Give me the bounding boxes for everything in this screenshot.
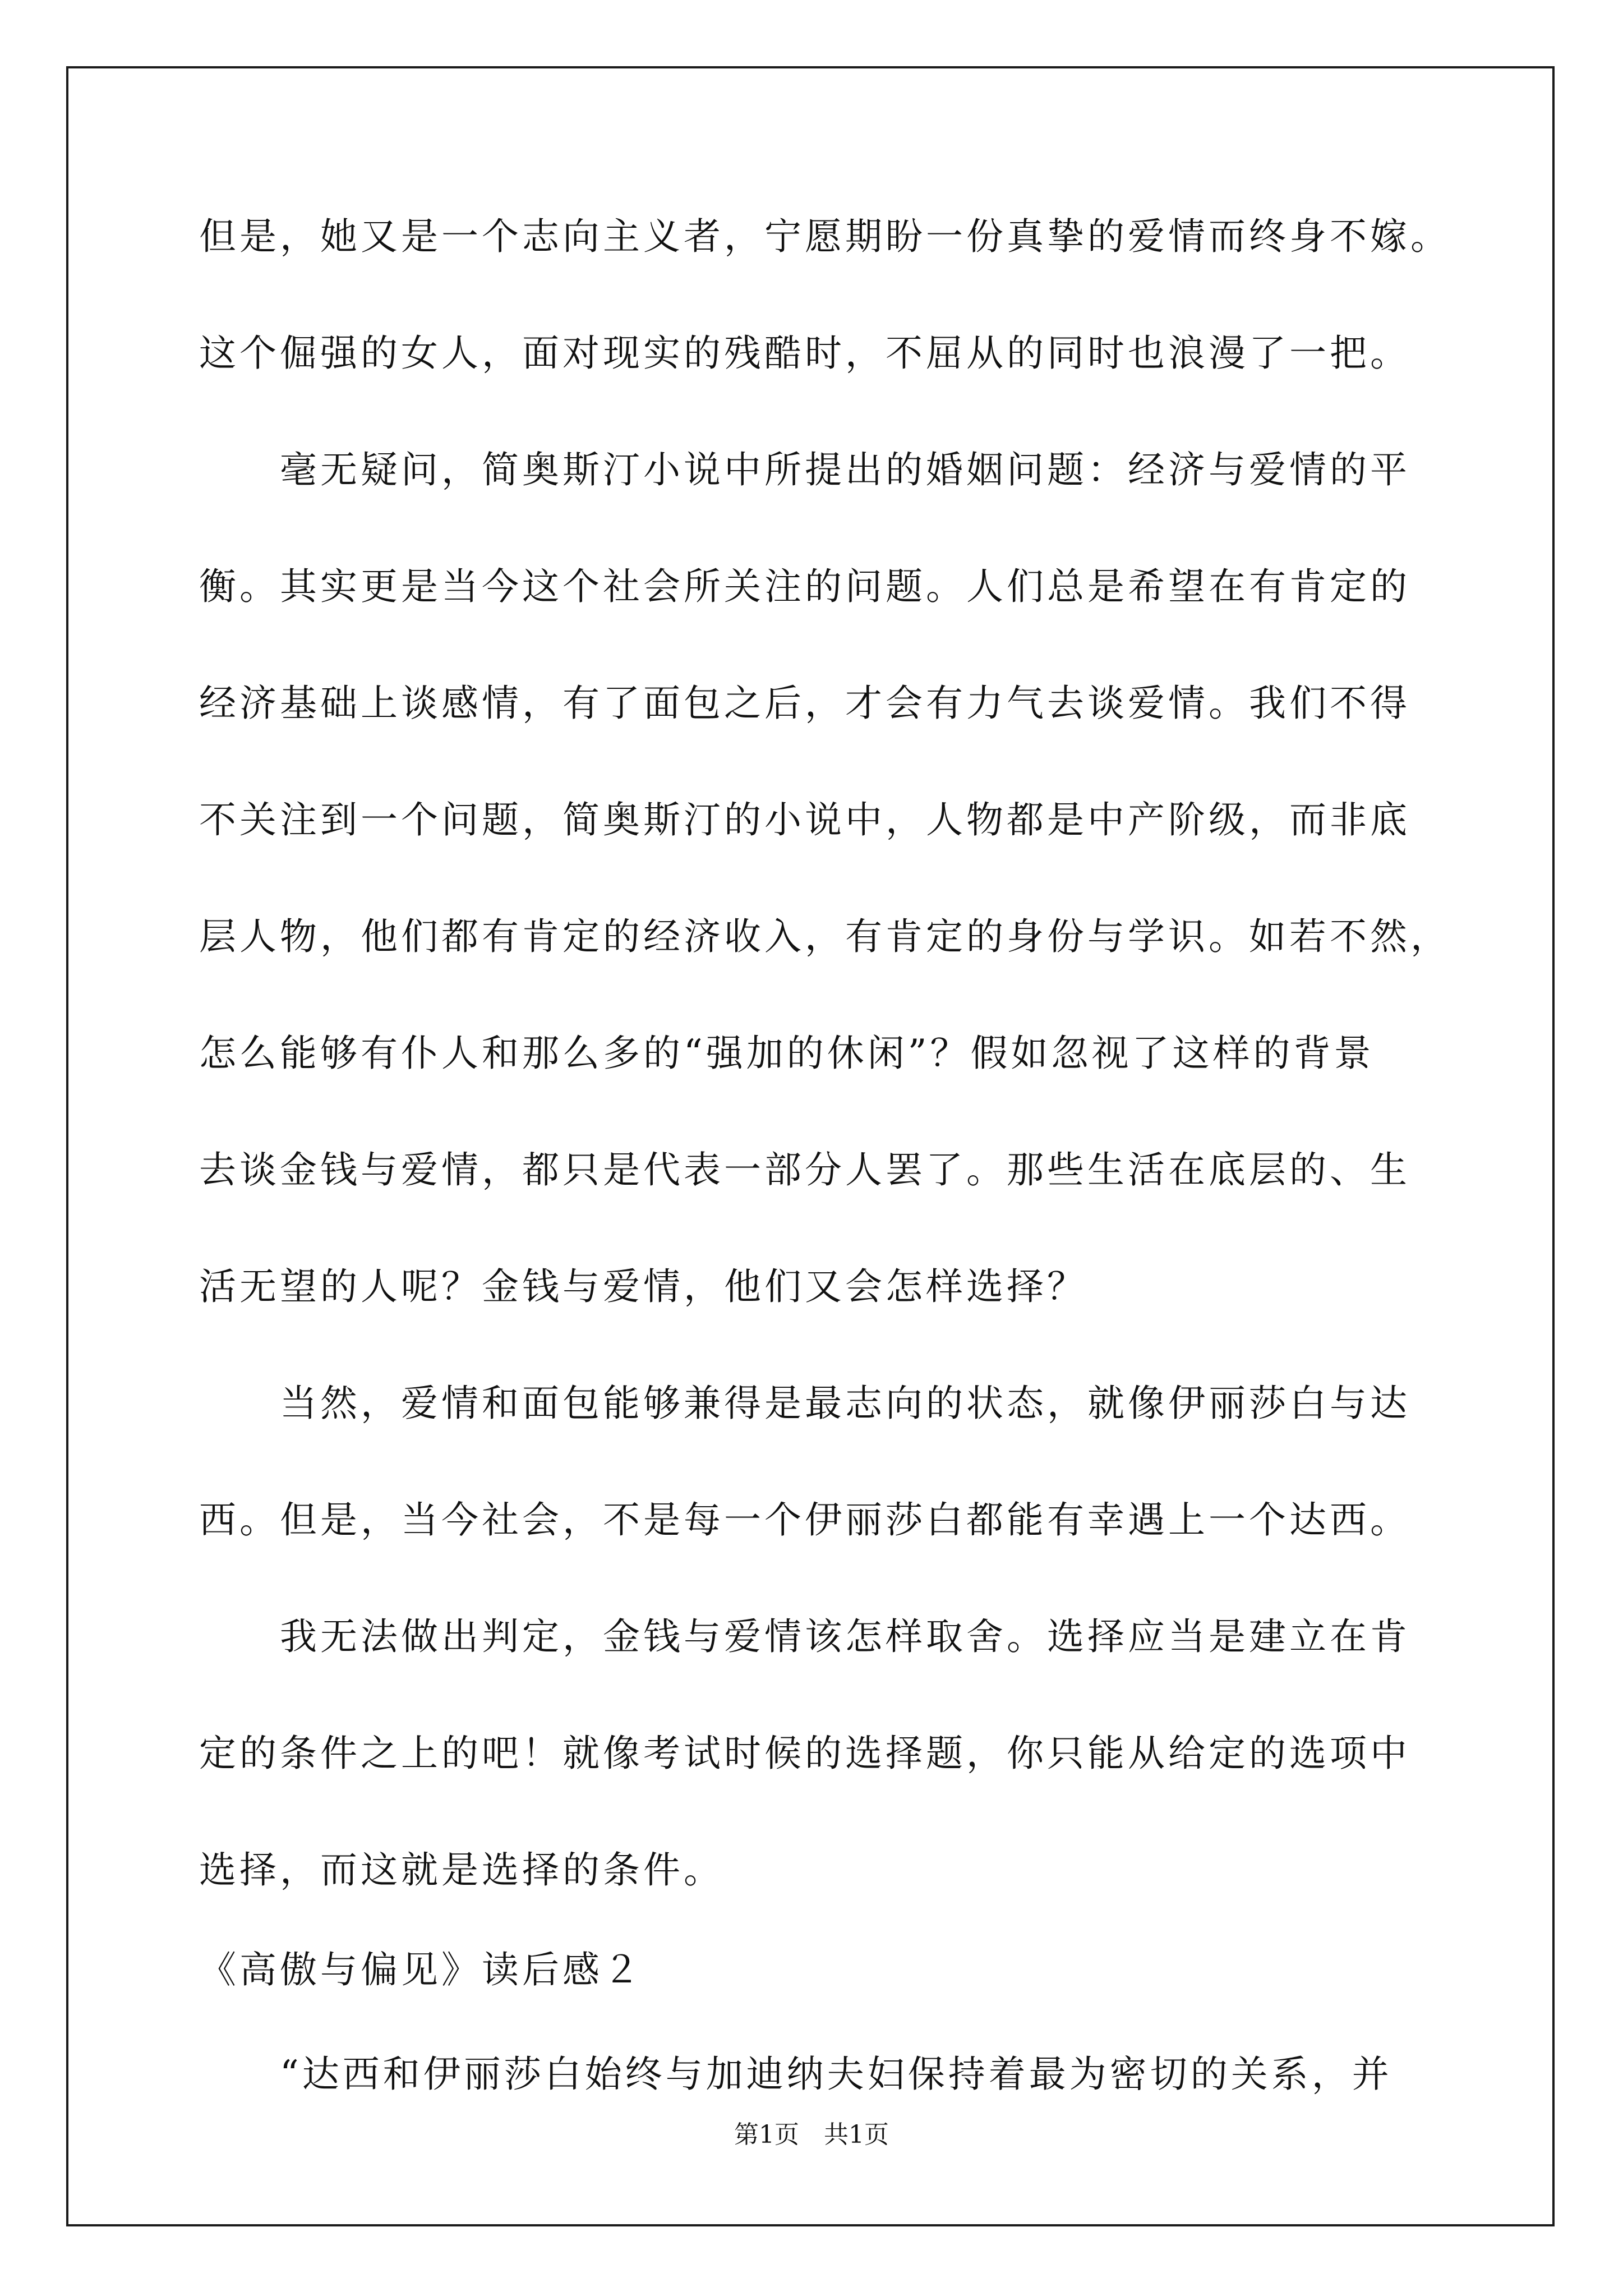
text-line: 经济基础上谈感情，有了面包之后，才会有力气去谈爱情。我们不得	[199, 682, 1410, 725]
text-line: 西。但是，当今社会，不是每一个伊丽莎白都能有幸遇上一个达西。	[199, 1498, 1410, 1542]
text-line: 活无望的人呢？金钱与爱情，他们又会怎样选择？	[199, 1265, 1087, 1308]
text-line: 怎么能够有仆人和那么多的“强加的休闲”？假如忽视了这样的背景	[199, 1032, 1375, 1075]
section-heading: 《高傲与偏见》读后感２	[199, 1948, 643, 1991]
text-line: 去谈金钱与爱情，都只是代表一部分人罢了。那些生活在底层的、生	[199, 1148, 1410, 1191]
text-line: 但是，她又是一个志向主义者，宁愿期盼一份真挚的爱情而终身不嫁。	[199, 215, 1451, 258]
page-footer: 第1页 共1页	[734, 2120, 889, 2149]
text-line: 衡。其实更是当今这个社会所关注的问题。人们总是希望在有肯定的	[199, 565, 1410, 608]
text-line: 选择，而这就是选择的条件。	[199, 1848, 724, 1892]
text-line: 当然，爱情和面包能够兼得是最志向的状态，就像伊丽莎白与达	[199, 1382, 1410, 1425]
text-line: 层人物，他们都有肯定的经济收入，有肯定的身份与学识。如若不然，	[199, 915, 1451, 958]
text-line: “达西和伊丽莎白始终与加迪纳夫妇保持着最为密切的关系，并	[199, 2053, 1393, 2096]
text-line: 定的条件之上的吧！就像考试时候的选择题，你只能从给定的选项中	[199, 1732, 1410, 1775]
text-line: 毫无疑问，简奥斯汀小说中所提出的婚姻问题：经济与爱情的平	[199, 448, 1410, 491]
text-line: 不关注到一个问题，简奥斯汀的小说中，人物都是中产阶级，而非底	[199, 798, 1410, 841]
text-line: 这个倔强的女人，面对现实的残酷时，不屈从的同时也浪漫了一把。	[199, 332, 1410, 375]
text-line: 我无法做出判定，金钱与爱情该怎样取舍。选择应当是建立在肯	[199, 1615, 1410, 1658]
page-border	[66, 66, 1555, 2226]
